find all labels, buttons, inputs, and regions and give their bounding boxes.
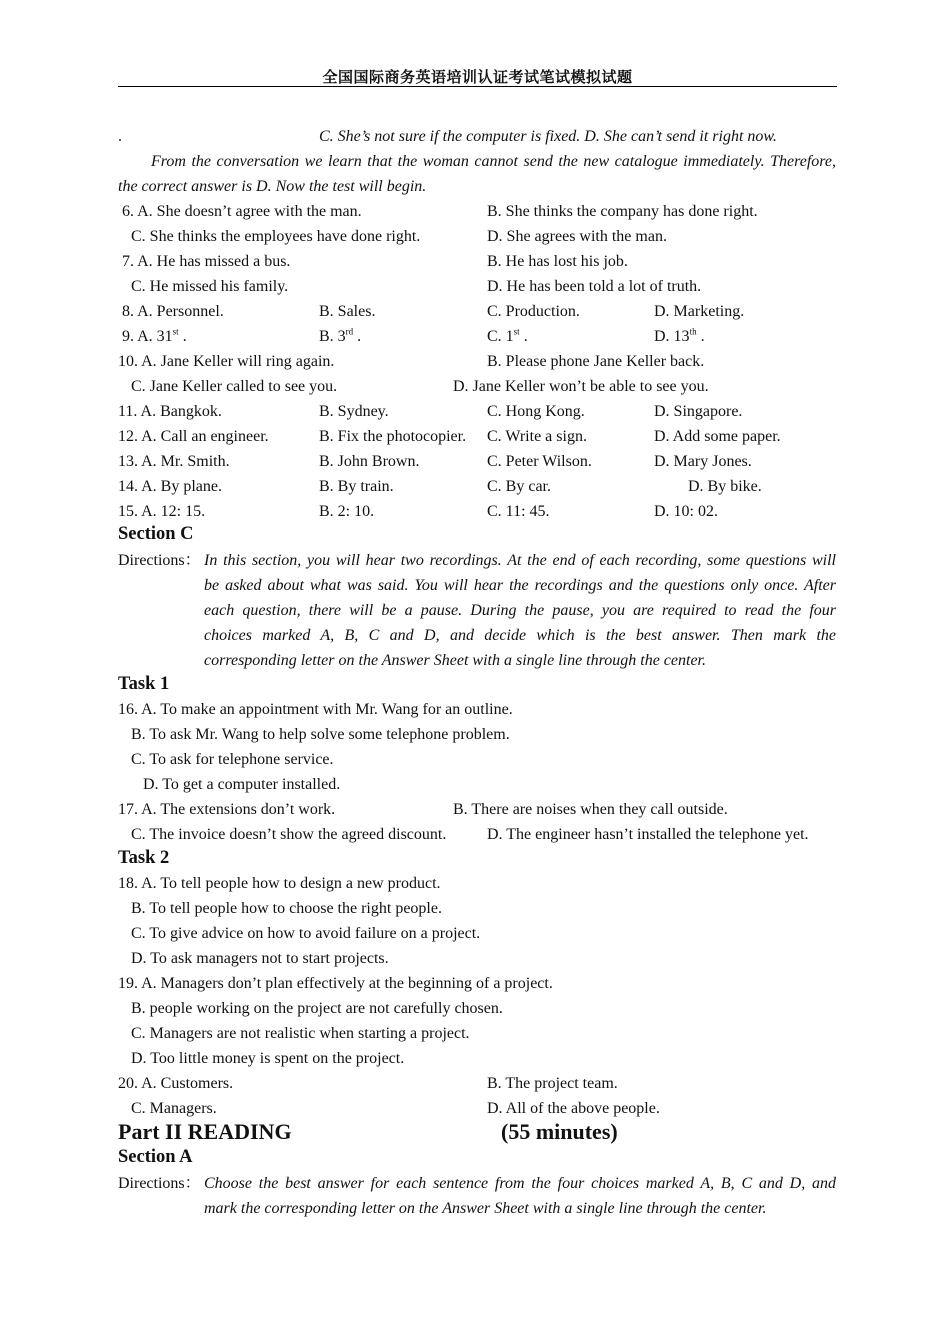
q16-option-b: B. To ask Mr. Wang to help solve some telephone problem. [131,726,510,743]
q9-d-superscript: th [689,326,697,337]
q14-option-d: D. By bike. [688,478,762,495]
q6-option-a: 6. A. She doesn’t agree with the man. [122,203,362,220]
q10-option-b: B. Please phone Jane Keller back. [487,353,705,370]
q8-option-b: B. Sales. [319,303,376,320]
q6-option-d: D. She agrees with the man. [487,228,667,245]
part-2-directions [204,1171,836,1221]
q7-option-a: 7. A. He has missed a bus. [122,253,291,270]
q18-option-a: 18. A. To tell people how to design a new product. [118,875,441,892]
q12-option-b: B. Fix the photocopier. [319,428,467,445]
q10-option-a: 10. A. Jane Keller will ring again. [118,353,335,370]
header-rule [118,86,837,87]
q6-option-b: B. She thinks the company has done right. [487,203,758,220]
q10-option-d: D. Jane Keller won’t be able to see you. [453,378,709,395]
q6-option-c: C. She thinks the employees have done right. [131,228,421,245]
q7-option-d: D. He has been told a lot of truth. [487,278,702,295]
q16-option-d: D. To get a computer installed. [143,776,341,793]
q15-option-c: C. 11: 45. [487,503,550,520]
q7-option-b: B. He has lost his job. [487,253,628,270]
q12-option-d: D. Add some paper. [654,428,781,445]
q18-option-c: C. To give advice on how to avoid failure on a project. [131,925,481,942]
q11-option-b: B. Sydney. [319,403,389,420]
q19-option-b: B. people working on the project are not carefully chosen. [131,1000,503,1017]
q14-option-c: C. By car. [487,478,551,495]
q17-option-a: 17. A. The extensions don’t work. [118,801,336,818]
task-1-heading: Task 1 [118,674,170,694]
q15-option-b: B. 2: 10. [319,503,375,520]
q12-option-c: C. Write a sign. [487,428,587,445]
q18-option-b: B. To tell people how to choose the right people. [131,900,442,917]
part-2-directions-line: Choose the best answer for each sentence from the four choices marked A, B, C and D, and [204,1175,836,1192]
q14-option-a: 14. A. By plane. [118,478,222,495]
q8-option-a: 8. A. Personnel. [122,303,224,320]
q8-option-d: D. Marketing. [654,303,745,320]
section-c-directions [204,548,836,673]
q17-option-d: D. The engineer hasn’t installed the telephone yet. [487,826,809,843]
part-2-directions-label: Directions： [118,1175,201,1192]
q11-option-d: D. Singapore. [654,403,743,420]
section-c-directions-line: be asked about what was said. You will hear the recordings and the questions only once. After [204,577,836,594]
q9-option-a: 9. A. 31st . [122,326,187,345]
q11-option-c: C. Hong Kong. [487,403,585,420]
q9-c-superscript: st [513,326,520,337]
q19-option-c: C. Managers are not realistic when starting a project. [131,1025,470,1042]
part-2-time: (55 minutes) [501,1119,618,1144]
section-c-directions-line: choices marked A, B, C and D, and decide which is the best answer. Then mark the [204,627,836,644]
q13-option-c: C. Peter Wilson. [487,453,592,470]
q18-option-d: D. To ask managers not to start projects. [131,950,389,967]
q17-option-c: C. The invoice doesn’t show the agreed discount. [131,826,447,843]
q10-option-c: C. Jane Keller called to see you. [131,378,338,395]
section-c-directions-line: corresponding letter on the Answer Sheet with a single line through the center. [204,652,707,669]
q19-option-d: D. Too little money is spent on the project. [131,1050,405,1067]
task-2-heading: Task 2 [118,848,170,868]
q7-option-c: C. He missed his family. [131,278,289,295]
q9-option-b: B. 3rd . [319,326,362,345]
q9-a-superscript: st [172,326,179,337]
q16-option-a: 16. A. To make an appointment with Mr. Wang for an outline. [118,701,513,718]
section-c-directions-line: each question, there will be a pause. During the pause, you are required to read the four [204,602,836,619]
q20-option-d: D. All of the above people. [487,1100,660,1117]
section-c-directions-line: In this section, you will hear two recordings. At the end of each recording, some questions will [204,552,836,569]
q9-b-superscript: rd [345,326,354,337]
intro-explanation: From the conversation we learn that the woman cannot send the new catalogue immediately. Therefore, the correct answer is D. Now the test will begin. [118,153,836,195]
section-c-heading: Section C [118,524,194,544]
section-c-directions-label: Directions： [118,552,201,569]
part-2-directions-line: mark the corresponding letter on the Answer Sheet with a single line through the center. [204,1200,767,1217]
q17-option-b: B. There are noises when they call outside. [453,801,728,818]
q13-option-a: 13. A. Mr. Smith. [118,453,230,470]
q16-option-c: C. To ask for telephone service. [131,751,334,768]
q11-option-a: 11. A. Bangkok. [118,403,222,420]
q20-option-c: C. Managers. [131,1100,217,1117]
q9-option-c: C. 1st . [487,326,528,345]
q9-option-d: D. 13th . [654,326,705,345]
part-2-section-a-heading: Section A [118,1147,193,1167]
q20-option-a: 20. A. Customers. [118,1075,234,1092]
q19-option-a: 19. A. Managers don’t plan effectively at the beginning of a project. [118,975,553,992]
q13-option-b: B. John Brown. [319,453,420,470]
q12-option-a: 12. A. Call an engineer. [118,428,269,445]
part-2-title: Part II READING [118,1119,292,1144]
q20-option-b: B. The project team. [487,1075,618,1092]
intro-dot: . [118,128,122,145]
q15-option-d: D. 10: 02. [654,503,718,520]
page-header-title: 全国国际商务英语培训认证考试笔试模拟试题 [322,68,633,86]
q15-option-a: 15. A. 12: 15. [118,503,206,520]
q13-option-d: D. Mary Jones. [654,453,752,470]
intro-choices-text: C. She’s not sure if the computer is fixed. D. She can’t send it right now. [319,128,777,145]
q14-option-b: B. By train. [319,478,394,495]
q8-option-c: C. Production. [487,303,580,320]
